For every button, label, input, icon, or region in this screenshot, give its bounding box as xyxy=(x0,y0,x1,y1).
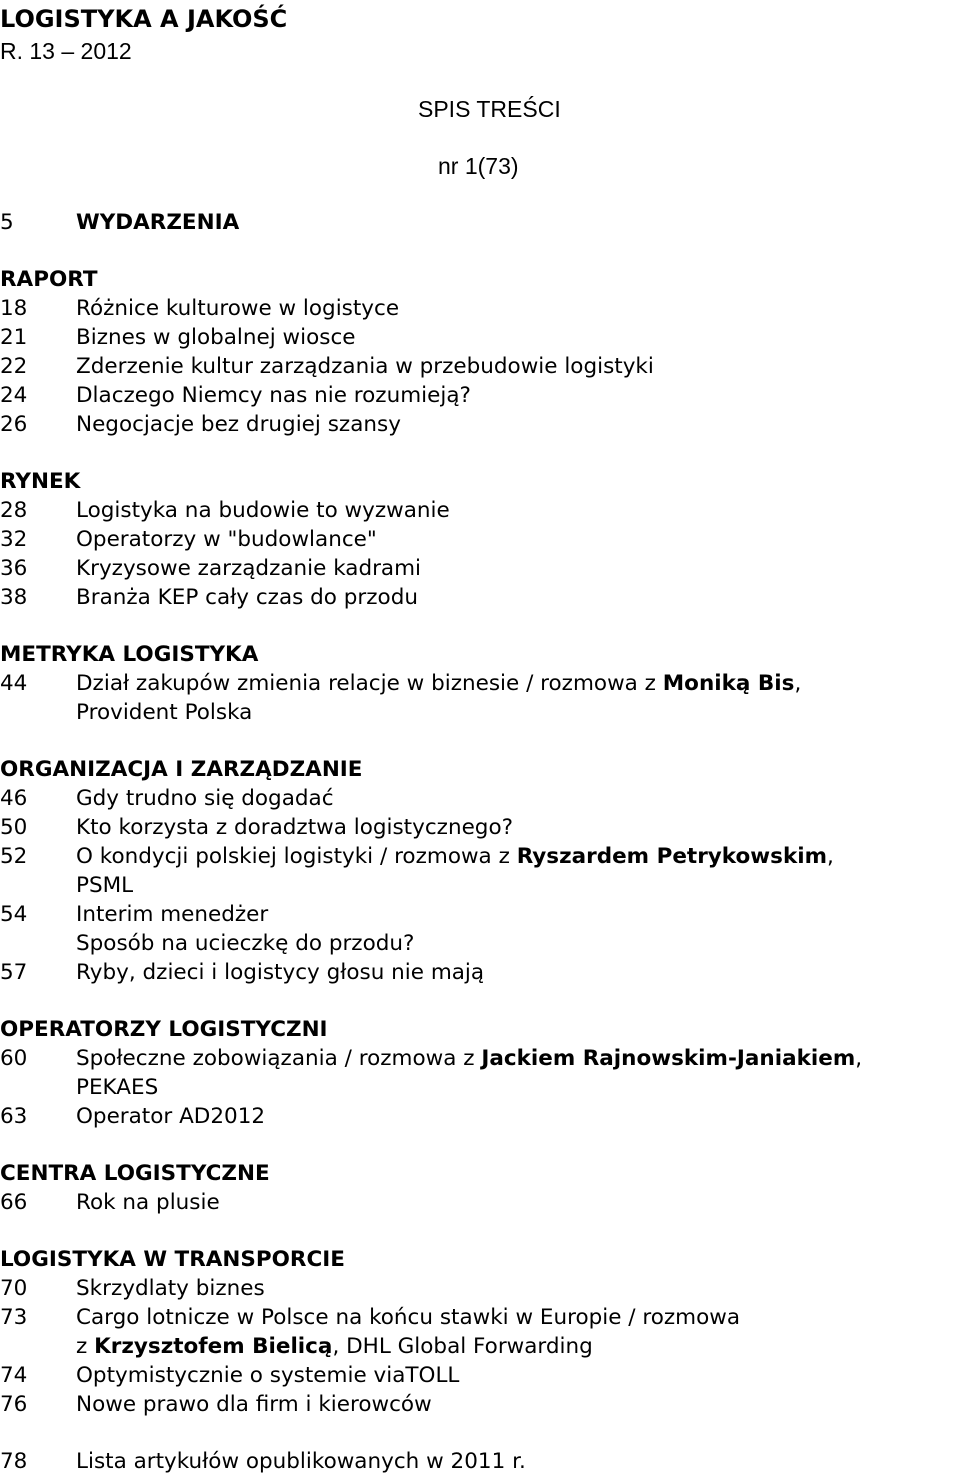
interviewee-name: Krzysztofem Bielicą xyxy=(94,1334,333,1359)
toc-title: SPIS TREŚCI xyxy=(418,96,561,122)
entry-title-suffix: , xyxy=(827,844,834,869)
entry-page: 38 xyxy=(0,585,28,610)
interviewee-name: Jackiem Rajnowskim-Janiakiem xyxy=(481,1046,856,1071)
section-heading-transport: LOGISTYKA W TRANSPORCIE xyxy=(0,1247,345,1272)
entry-page: 21 xyxy=(0,325,28,350)
entry-title: Operator AD2012 xyxy=(76,1104,266,1129)
entry-page: 57 xyxy=(0,960,28,985)
entry-page: 22 xyxy=(0,354,28,379)
entry-page: 24 xyxy=(0,383,28,408)
entry-title: Branża KEP cały czas do przodu xyxy=(76,585,418,610)
entry-title xyxy=(76,842,834,871)
entry-title: Różnice kulturowe w logistyce xyxy=(76,296,400,321)
entry-title: Gdy trudno się dogadać xyxy=(76,786,334,811)
entry-title xyxy=(76,1044,862,1073)
section-heading-operatorzy: OPERATORZY LOGISTYCZNI xyxy=(0,1017,328,1042)
entry-title: Kto korzysta z doradztwa logistycznego? xyxy=(76,815,514,840)
entry-page: 73 xyxy=(0,1305,28,1330)
entry-title-text: Dział zakupów zmienia relacje w biznesie / rozmowa z xyxy=(76,671,663,696)
entry-title: Operatorzy w "budowlance" xyxy=(76,527,377,552)
entry-title-suffix: , xyxy=(855,1046,863,1071)
entry-page: 32 xyxy=(0,527,28,552)
entry-company: PSML xyxy=(76,873,134,898)
entry-title: Cargo lotnicze w Polsce na końcu stawki w Europie / rozmowa xyxy=(76,1305,741,1330)
entry-title: WYDARZENIA xyxy=(76,210,240,235)
entry-title-text: Społeczne zobowiązania / rozmowa z xyxy=(76,1046,482,1071)
entry-page: 66 xyxy=(0,1190,28,1215)
entry-title-text: O kondycji polskiej logistyki / rozmowa z xyxy=(76,844,517,869)
entry-page: 26 xyxy=(0,412,28,437)
journal-title: LOGISTYKA A JAKOŚĆ xyxy=(0,5,288,33)
section-heading-centra: CENTRA LOGISTYCZNE xyxy=(0,1161,270,1186)
entry-title-suffix: , xyxy=(794,671,802,696)
entry-title: Ryby, dzieci i logistycy głosu nie mają xyxy=(76,960,485,985)
section-heading-rynek: RYNEK xyxy=(0,469,81,494)
interviewee-name: Ryszardem Petrykowskim xyxy=(516,844,828,869)
issue-number: nr 1(73) xyxy=(438,153,519,179)
entry-title-continuation xyxy=(76,1332,593,1361)
entry-title: Logistyka na budowie to wyzwanie xyxy=(76,498,450,523)
entry-page: 44 xyxy=(0,671,28,696)
issue-year: R. 13 – 2012 xyxy=(0,38,132,64)
entry-title xyxy=(76,669,801,698)
entry-company: Provident Polska xyxy=(76,700,253,725)
section-heading-organizacja: ORGANIZACJA I ZARZĄDZANIE xyxy=(0,757,363,782)
entry-company: PEKAES xyxy=(76,1075,159,1100)
entry-page: 5 xyxy=(0,210,14,235)
entry-page: 52 xyxy=(0,844,28,869)
entry-title: Kryzysowe zarządzanie kadrami xyxy=(76,556,422,581)
interviewee-name: Moniką Bis xyxy=(662,671,795,696)
entry-title: Skrzydlaty biznes xyxy=(76,1276,265,1301)
entry-title: Lista artykułów opublikowanych w 2011 r. xyxy=(76,1449,526,1474)
entry-page: 28 xyxy=(0,498,28,523)
entry-page: 18 xyxy=(0,296,28,321)
section-heading-metryka: METRYKA LOGISTYKA xyxy=(0,642,259,667)
entry-page: 63 xyxy=(0,1104,28,1129)
section-heading-raport: RAPORT xyxy=(0,267,98,292)
entry-subtitle: Sposób na ucieczkę do przodu? xyxy=(76,931,415,956)
entry-page: 36 xyxy=(0,556,28,581)
entry-page: 46 xyxy=(0,786,28,811)
entry-page: 74 xyxy=(0,1363,28,1388)
entry-title: Dlaczego Niemcy nas nie rozumieją? xyxy=(76,383,471,408)
entry-title: Biznes w globalnej wiosce xyxy=(76,325,356,350)
entry-page: 50 xyxy=(0,815,28,840)
entry-page: 78 xyxy=(0,1449,28,1474)
entry-company: , DHL Global Forwarding xyxy=(332,1334,593,1359)
entry-title: Rok na plusie xyxy=(76,1190,220,1215)
entry-page: 54 xyxy=(0,902,28,927)
entry-title: Zderzenie kultur zarządzania w przebudowie logistyki xyxy=(76,354,654,379)
entry-title: Negocjacje bez drugiej szansy xyxy=(76,412,401,437)
entry-page: 60 xyxy=(0,1046,28,1071)
entry-title: Nowe prawo dla firm i kierowców xyxy=(76,1392,432,1417)
entry-page: 70 xyxy=(0,1276,28,1301)
entry-page: 76 xyxy=(0,1392,28,1417)
entry-title: Interim menedżer xyxy=(76,902,269,927)
entry-title-text: z xyxy=(76,1334,95,1359)
entry-title: Optymistycznie o systemie viaTOLL xyxy=(76,1363,460,1388)
